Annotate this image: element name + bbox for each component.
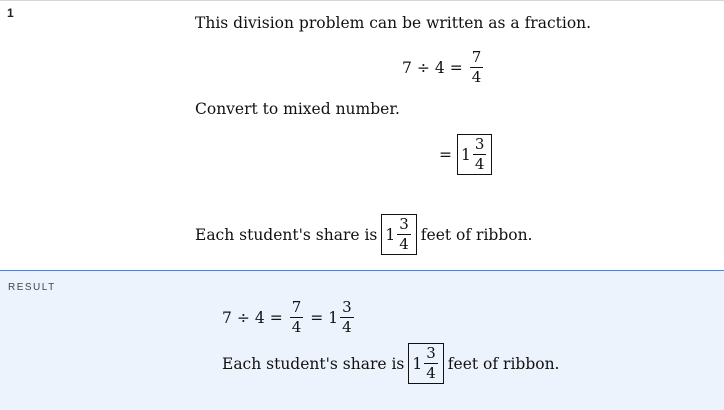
share-text-before: Each student's share is bbox=[195, 225, 378, 244]
whole-part: 1 bbox=[328, 308, 339, 327]
fraction-equation bbox=[402, 50, 485, 85]
mixed-number-equation bbox=[439, 134, 492, 175]
share-answer-box bbox=[381, 214, 416, 255]
numerator: 7 bbox=[471, 48, 482, 66]
result-panel bbox=[0, 271, 724, 410]
divide-operator: ÷ bbox=[236, 308, 250, 327]
numerator: 3 bbox=[426, 344, 436, 362]
equals-sign: = bbox=[439, 145, 452, 164]
fraction bbox=[424, 346, 438, 381]
top-border bbox=[0, 0, 724, 1]
share-text-before: Each student's share is bbox=[222, 354, 405, 373]
whole-part: 1 bbox=[461, 145, 471, 164]
whole-part: 1 bbox=[412, 354, 423, 373]
numerator: 3 bbox=[342, 298, 352, 316]
divide-operator: ÷ bbox=[416, 58, 430, 77]
result-share-sentence bbox=[222, 343, 559, 384]
fraction bbox=[473, 137, 487, 172]
denominator: 4 bbox=[291, 318, 302, 336]
step-number: 1 bbox=[7, 6, 14, 20]
fraction bbox=[397, 217, 411, 252]
result-equation bbox=[222, 300, 356, 335]
share-text-after: feet of ribbon. bbox=[420, 225, 533, 244]
denominator: 4 bbox=[426, 364, 436, 382]
numerator: 3 bbox=[399, 215, 409, 233]
denominator: 4 bbox=[342, 318, 352, 336]
share-text-after: feet of ribbon. bbox=[447, 354, 560, 373]
fraction bbox=[290, 300, 304, 335]
share-answer-box bbox=[408, 343, 443, 384]
numerator: 7 bbox=[291, 298, 302, 316]
result-label: RESULT bbox=[8, 282, 56, 293]
convert-text: Convert to mixed number. bbox=[195, 100, 400, 118]
divisor: 4 bbox=[434, 58, 445, 77]
equals-sign: = bbox=[269, 308, 283, 327]
share-sentence bbox=[195, 214, 532, 255]
mixed-number-box bbox=[457, 134, 492, 175]
denominator: 4 bbox=[399, 235, 409, 253]
denominator: 4 bbox=[474, 155, 485, 173]
intro-text: This division problem can be written as a fraction. bbox=[195, 14, 592, 32]
dividend: 7 bbox=[222, 308, 232, 327]
fraction bbox=[340, 300, 354, 335]
denominator: 4 bbox=[471, 68, 482, 86]
fraction bbox=[470, 50, 484, 85]
dividend: 7 bbox=[402, 58, 412, 77]
equals-sign: = bbox=[449, 58, 463, 77]
whole-part: 1 bbox=[385, 225, 396, 244]
equals-sign: = bbox=[310, 308, 324, 327]
divisor: 4 bbox=[254, 308, 265, 327]
numerator: 3 bbox=[474, 135, 485, 153]
